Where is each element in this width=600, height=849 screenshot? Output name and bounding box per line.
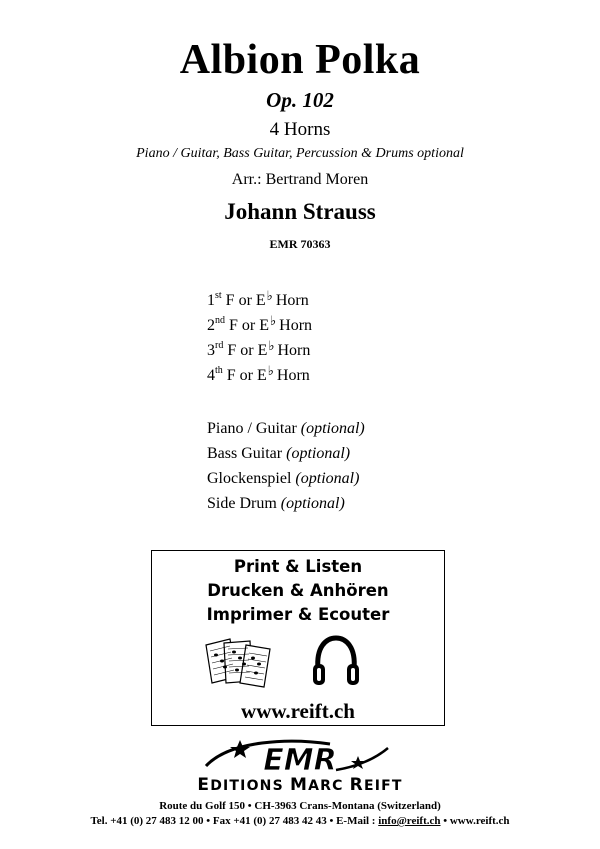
email-link[interactable]: info@reift.ch [378, 815, 441, 827]
horn-part: 3rd F or E♭ Horn [207, 338, 311, 359]
promo-line-english: Print & Listen [233, 557, 363, 576]
sheet-music-icon [204, 637, 276, 689]
print-listen-box [151, 550, 445, 726]
horn-part: 4th F or E♭ Horn [207, 363, 310, 384]
publisher-contact: Tel. +41 (0) 27 483 12 00 • Fax +41 (0) 27 483 42 43 • E-Mail : info@reift.ch • www.reift.ch [90, 815, 510, 827]
headphones-icon [312, 635, 360, 689]
flat-sign: ♭ [268, 338, 275, 353]
svg-text:EMR: EMR [263, 743, 337, 776]
optional-parts-list [207, 416, 365, 516]
emr-logo [200, 736, 400, 776]
optional-instruments: Piano / Guitar, Bass Guitar, Percussion & Drums optional [136, 146, 464, 161]
publisher-name: EDITIONS MARC REIFT [197, 775, 403, 795]
flat-sign: ♭ [270, 313, 277, 328]
piece-title: Albion Polka [179, 37, 421, 83]
composer: Johann Strauss [224, 199, 376, 224]
optional-part: Bass Guitar (optional) [207, 445, 351, 462]
flat-sign: ♭ [266, 288, 273, 303]
optional-part: Piano / Guitar (optional) [207, 420, 365, 437]
flat-sign: ♭ [267, 363, 274, 378]
website-link[interactable]: www.reift.ch [241, 699, 355, 723]
promo-line-german: Drucken & Anhören [207, 581, 389, 600]
promo-line-french: Imprimer & Ecouter [206, 605, 390, 624]
publisher-address: Route du Golf 150 • CH-3963 Crans-Montana (Switzerland) [159, 800, 441, 812]
opus-number: Op. 102 [266, 88, 334, 112]
optional-part: Glockenspiel (optional) [207, 470, 360, 487]
instrumentation: 4 Horns [269, 119, 331, 140]
horn-part: 2nd F or E♭ Horn [207, 313, 313, 334]
horn-parts-list [207, 288, 312, 388]
catalog-number: EMR 70363 [269, 237, 331, 251]
arranger: Arr.: Bertrand Moren [231, 171, 369, 188]
optional-part: Side Drum (optional) [207, 495, 345, 512]
horn-part: 1st F or E♭ Horn [207, 288, 309, 309]
